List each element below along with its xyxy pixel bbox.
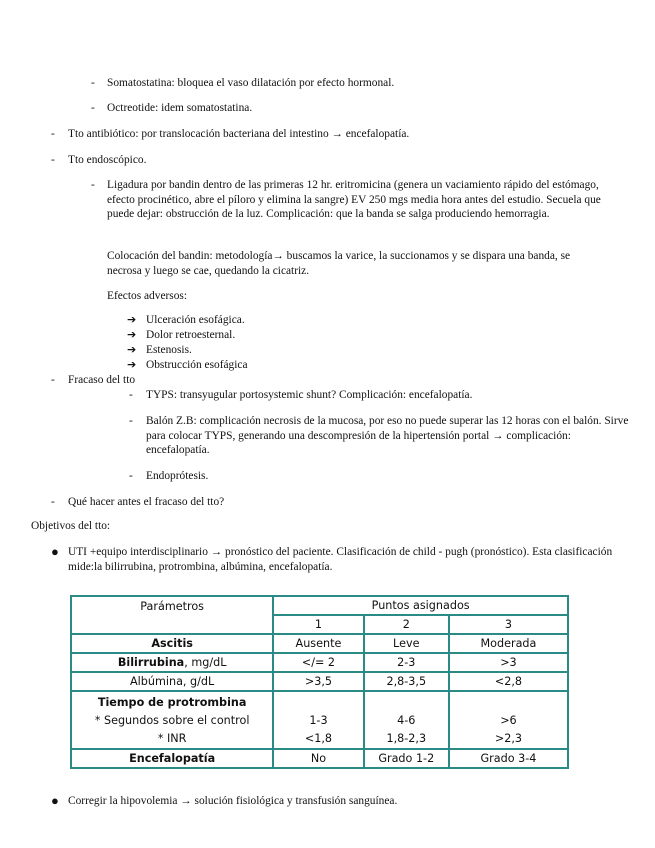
child-pugh-table	[70, 595, 569, 769]
segundos-value: 4-6	[397, 714, 416, 727]
header-parametros: Parámetros	[71, 596, 273, 634]
tiempo-title: Tiempo de protrombina	[97, 696, 247, 709]
line-corregir: Corregir la hipovolemia → solución fisiológica y transfusión sanguínea.	[68, 795, 398, 807]
list-item: Ulceración esofágica.	[146, 314, 245, 326]
line-fracaso: Fracaso del tto	[68, 374, 136, 386]
table-cell	[273, 691, 363, 749]
table-row	[71, 672, 568, 691]
dash-marker: -	[51, 374, 55, 386]
arrow-right-icon: ➔	[127, 328, 137, 341]
line-tto-endoscopico: Tto endoscópico.	[68, 154, 147, 166]
dash-marker: -	[51, 128, 55, 140]
paragraph-uti: UTI +equipo interdisciplinario → pronóstico del paciente. Clasificación de child - pugh (pronóstico). Esta clasificación mide:la bilirrubina, protrombina, albúmina, encefalopatía.	[68, 546, 613, 573]
line-somatostatina: Somatostatina: bloquea el vaso dilatación por efecto hormonal.	[107, 77, 395, 89]
table-cell	[449, 691, 568, 749]
list-item: Obstrucción esofágica	[146, 359, 248, 371]
table-cell: Leve	[364, 634, 449, 653]
dash-marker: -	[129, 389, 133, 401]
table-row	[71, 653, 568, 672]
inr-value: 1,8-2,3	[386, 732, 427, 745]
table-row	[71, 691, 568, 749]
dash-marker: -	[91, 77, 95, 89]
line-endoprotesis: Endoprótesis.	[146, 470, 209, 482]
line-octreotide: Octreotide: idem somatostatina.	[107, 102, 253, 114]
col-2: 2	[364, 615, 449, 634]
dash-marker: -	[51, 154, 55, 166]
dash-marker: -	[129, 470, 133, 482]
bullet-icon: ●	[51, 793, 59, 808]
line-objetivos: Objetivos del tto:	[31, 520, 111, 532]
line-colocacion-2: necrosa y luego se cae, quedando la cicatriz.	[107, 265, 310, 277]
arrow-right-icon: ➔	[127, 343, 137, 356]
arrow-right-icon: ➔	[127, 313, 137, 326]
dash-marker: -	[91, 179, 95, 191]
table-cell: <2,8	[449, 672, 568, 691]
dash-marker: -	[91, 102, 95, 114]
table-cell: No	[273, 749, 363, 768]
table-cell	[364, 691, 449, 749]
table-cell: >3	[449, 653, 568, 672]
list-item: Estenosis.	[146, 344, 192, 356]
segundos-value: 1-3	[309, 714, 328, 727]
col-1: 1	[273, 615, 363, 634]
bullet-icon: ●	[51, 544, 59, 559]
segundos-label: * Segundos sobre el control	[94, 714, 250, 727]
line-tto-antibiotico: Tto antibiótico: por translocación bacteriana del intestino → encefalopatía.	[68, 128, 410, 140]
inr-value: <1,8	[304, 732, 333, 745]
table-cell: Grado 1-2	[364, 749, 449, 768]
line-colocacion-1: Colocación del bandin: metodología→ buscamos la varice, la succionamos y se dispara una banda, se	[107, 250, 571, 262]
table-cell: 2,8-3,5	[364, 672, 449, 691]
line-efectos-adversos: Efectos adversos:	[107, 290, 188, 302]
row-label: Ascitis	[71, 634, 273, 653]
inr-value: >2,3	[494, 732, 523, 745]
table-cell: </= 2	[273, 653, 363, 672]
table-cell: 2-3	[364, 653, 449, 672]
table-row	[71, 596, 568, 615]
row-label: Bilirrubina, mg/dL	[71, 653, 273, 672]
arrow-right-icon: ➔	[127, 358, 137, 371]
segundos-value: >6	[500, 714, 517, 727]
line-typs: TYPS: transyugular portosystemic shunt? Complicación: encefalopatía.	[146, 389, 473, 401]
paragraph-balon: Balón Z.B: complicación necrosis de la mucosa, por eso no puede superar las 12 horas con el balón. Sirve para colocar TYPS, generando una descompresión de la hipertensión portal → complicación: encefalopatía.	[146, 415, 629, 456]
table-row	[71, 749, 568, 768]
row-label: Albúmina, g/dL	[71, 672, 273, 691]
header-puntos: Puntos asignados	[273, 596, 568, 615]
table-cell: Grado 3-4	[449, 749, 568, 768]
inr-label: * INR	[157, 732, 187, 745]
table-cell: Moderada	[449, 634, 568, 653]
dash-marker: -	[51, 496, 55, 508]
table-cell: Ausente	[273, 634, 363, 653]
bilirrubina-label: Bilirrubina	[117, 656, 185, 669]
dash-marker: -	[129, 415, 133, 427]
row-label-protrombina	[71, 691, 273, 749]
list-item: Dolor retroesternal.	[146, 329, 236, 341]
table-cell: >3,5	[273, 672, 363, 691]
table-row	[71, 634, 568, 653]
col-3: 3	[449, 615, 568, 634]
paragraph-ligadura: Ligadura por bandin dentro de las primeras 12 hr. eritromicina (genera un vaciamiento rápido del estómago, efecto procinético, abre el píloro y elimina la sangre) EV 250 mgs media hora antes del estudio. Secuela que puede dejar: obstrucción de la luz. Complicación: que la banda se salga produciendo hemorragia.	[107, 179, 601, 220]
row-label: Encefalopatía	[71, 749, 273, 768]
line-que-hacer: Qué hacer antes el fracaso del tto?	[68, 496, 225, 508]
